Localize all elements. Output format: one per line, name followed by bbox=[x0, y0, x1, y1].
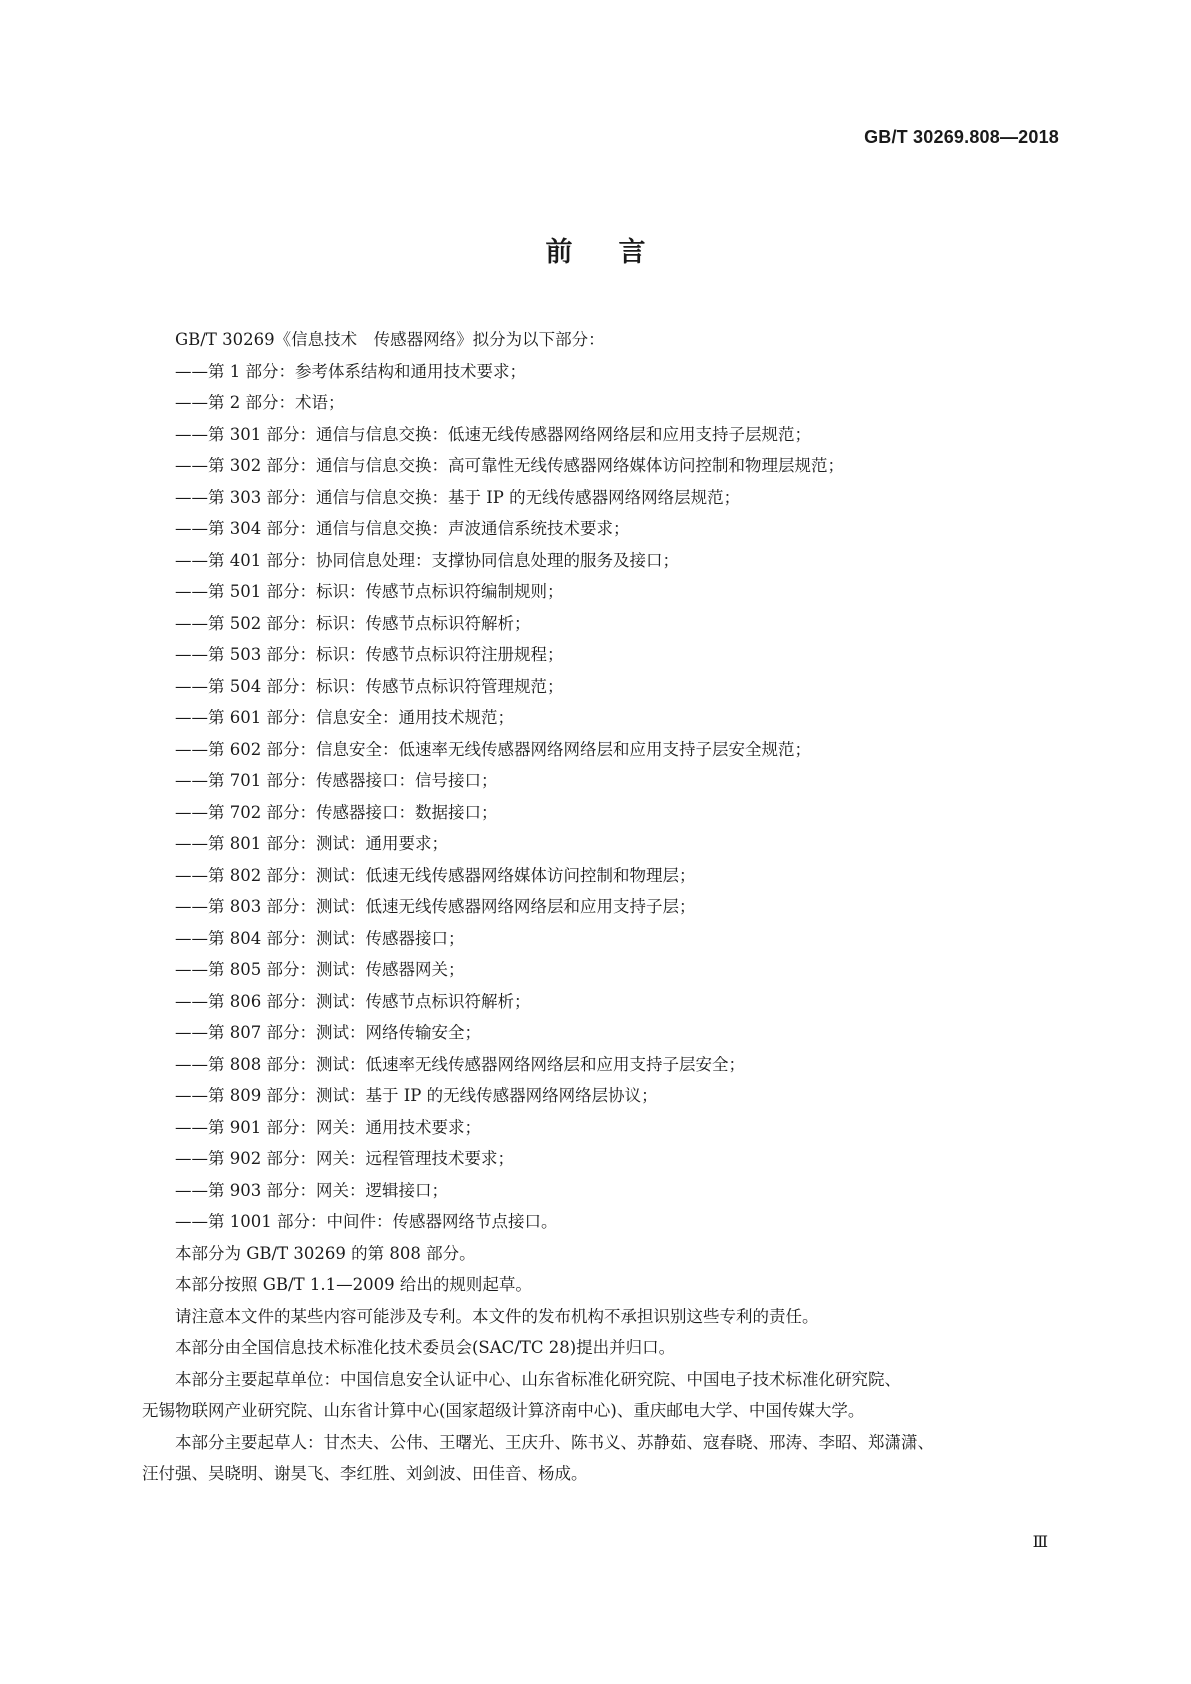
drafting-rules-statement: 本部分按照 GB/T 1.1—2009 给出的规则起草。 bbox=[175, 1275, 532, 1294]
patent-notice: 请注意本文件的某些内容可能涉及专利。本文件的发布机构不承担识别这些专利的责任。 bbox=[175, 1306, 819, 1326]
list-item: ——第 805 部分：测试：传感器网关； bbox=[175, 960, 465, 979]
list-item: ——第 801 部分：测试：通用要求； bbox=[175, 834, 448, 853]
drafting-units-line-2: 无锡物联网产业研究院、山东省计算中心(国家超级计算济南中心)、重庆邮电大学、中国传媒大学。 bbox=[142, 1401, 865, 1420]
list-item: ——第 303 部分：通信与信息交换：基于 IP 的无线传感器网络网络层规范； bbox=[175, 487, 741, 507]
list-item: ——第 806 部分：测试：传感节点标识符解析； bbox=[175, 991, 531, 1011]
list-item: ——第 802 部分：测试：低速无线传感器网络媒体访问控制和物理层； bbox=[175, 865, 696, 885]
list-item: ——第 502 部分：标识：传感节点标识符解析； bbox=[175, 613, 531, 633]
page-title: 前言 bbox=[545, 237, 692, 268]
drafting-units-paragraph bbox=[142, 1364, 1042, 1427]
drafters-line-1: 本部分主要起草人：甘杰夫、公伟、王曙光、王庆升、陈书义、苏静茹、寇春晓、邢涛、李昭、郑潇潇、 bbox=[175, 1432, 934, 1452]
list-item: ——第 803 部分：测试：低速无线传感器网络网络层和应用支持子层； bbox=[175, 897, 696, 916]
list-item: ——第 701 部分：传感器接口：信号接口； bbox=[175, 771, 498, 790]
list-item: ——第 501 部分：标识：传感节点标识符编制规则； bbox=[175, 582, 564, 601]
list-item: ——第 2 部分：术语； bbox=[175, 393, 345, 412]
list-item: ——第 504 部分：标识：传感节点标识符管理规范； bbox=[175, 676, 564, 696]
list-item: ——第 804 部分：测试：传感器接口； bbox=[175, 928, 465, 948]
part-statement: 本部分为 GB/T 30269 的第 808 部分。 bbox=[175, 1243, 476, 1263]
intro-line: GB/T 30269《信息技术 传感器网络》拟分为以下部分： bbox=[175, 330, 605, 349]
list-item: ——第 807 部分：测试：网络传输安全； bbox=[175, 1023, 481, 1042]
list-item: ——第 903 部分：网关：逻辑接口； bbox=[175, 1180, 448, 1200]
list-item: ——第 809 部分：测试：基于 IP 的无线传感器网络网络层协议； bbox=[175, 1086, 658, 1105]
list-item: ——第 808 部分：测试：低速率无线传感器网络网络层和应用支持子层安全； bbox=[175, 1054, 745, 1074]
list-item: ——第 503 部分：标识：传感节点标识符注册规程； bbox=[175, 645, 564, 664]
document-body bbox=[142, 324, 1075, 1490]
list-item: ——第 304 部分：通信与信息交换：声波通信系统技术要求； bbox=[175, 519, 630, 538]
list-item: ——第 301 部分：通信与信息交换：低速无线传感器网络网络层和应用支持子层规范； bbox=[175, 424, 811, 444]
proposer-statement: 本部分由全国信息技术标准化技术委员会(SAC/TC 28)提出并归口。 bbox=[175, 1338, 676, 1357]
parts-list bbox=[175, 356, 1075, 1238]
list-item: ——第 901 部分：网关：通用技术要求； bbox=[175, 1117, 481, 1137]
list-item: ——第 702 部分：传感器接口：数据接口； bbox=[175, 802, 498, 822]
drafting-units-line-1: 本部分主要起草单位：中国信息安全认证中心、山东省标准化研究院、中国电子技术标准化研究院、 bbox=[175, 1369, 901, 1389]
list-item: ——第 1 部分：参考体系结构和通用技术要求； bbox=[175, 361, 526, 381]
page-number: Ⅲ bbox=[1032, 1532, 1048, 1551]
list-item: ——第 1001 部分：中间件：传感器网络节点接口。 bbox=[175, 1212, 558, 1231]
list-item: ——第 602 部分：信息安全：低速率无线传感器网络网络层和应用支持子层安全规范； bbox=[175, 739, 811, 759]
drafters-paragraph bbox=[142, 1427, 1042, 1490]
list-item: ——第 902 部分：网关：远程管理技术要求； bbox=[175, 1149, 514, 1168]
list-item: ——第 302 部分：通信与信息交换：高可靠性无线传感器网络媒体访问控制和物理层规范； bbox=[175, 456, 844, 475]
list-item: ——第 601 部分：信息安全：通用技术规范； bbox=[175, 708, 514, 727]
list-item: ——第 401 部分：协同信息处理：支撑协同信息处理的服务及接口； bbox=[175, 550, 679, 570]
drafters-line-2: 汪付强、吴晓明、谢昊飞、李红胜、刘剑波、田佳音、杨成。 bbox=[142, 1464, 588, 1483]
standard-number: GB/T 30269.808—2018 bbox=[864, 127, 1059, 147]
